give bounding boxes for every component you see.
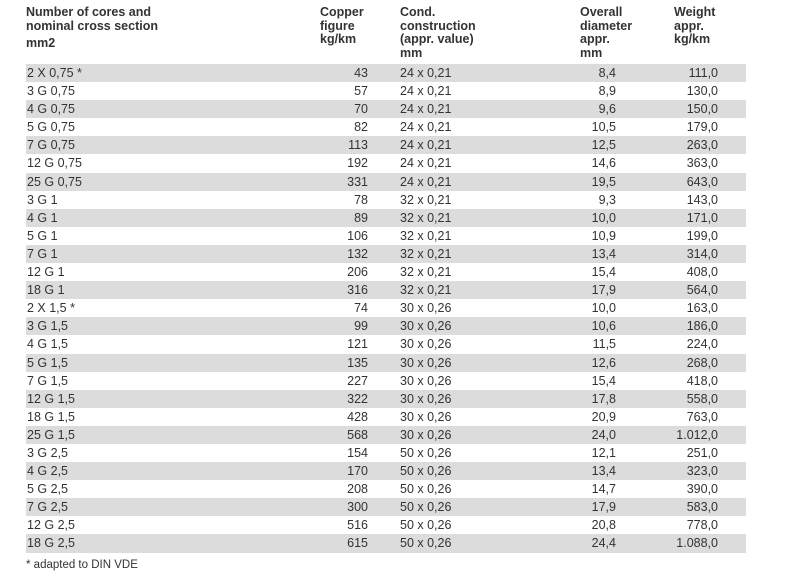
cell-cores: 18 G 1 <box>27 283 65 298</box>
header-conductor-construction <box>400 6 476 60</box>
cell-copper: 208 <box>347 482 368 497</box>
cell-construction: 30 x 0,26 <box>400 427 452 442</box>
table-body <box>26 64 746 553</box>
table-row <box>26 82 746 100</box>
cell-cores: 25 G 1,5 <box>27 427 75 442</box>
cell-diameter: 12,6 <box>591 355 616 370</box>
cell-weight: 224,0 <box>686 337 718 352</box>
cell-construction: 32 x 0,21 <box>400 283 452 298</box>
header-line: diameter <box>580 18 633 33</box>
cell-diameter: 15,4 <box>591 373 616 388</box>
cell-construction: 24 x 0,21 <box>400 138 452 153</box>
cell-cores: 18 G 1,5 <box>27 409 75 424</box>
header-line: Number of cores and <box>26 5 152 19</box>
cell-cores: 4 G 1 <box>27 210 58 225</box>
cell-weight: 163,0 <box>686 301 718 316</box>
table-row <box>26 498 746 516</box>
table-row <box>26 173 746 191</box>
cell-construction: 50 x 0,26 <box>400 482 452 497</box>
cell-copper: 121 <box>347 337 368 352</box>
cell-weight: 251,0 <box>686 445 718 460</box>
table-row <box>26 372 746 390</box>
cell-diameter: 20,8 <box>591 518 616 533</box>
cell-cores: 2 X 1,5 * <box>27 301 75 316</box>
cell-copper: 322 <box>347 391 368 406</box>
cell-construction: 24 x 0,21 <box>400 156 452 171</box>
cell-weight: 390,0 <box>686 482 718 497</box>
table-row <box>26 299 746 317</box>
cell-diameter: 10,0 <box>591 301 616 316</box>
cell-copper: 70 <box>354 102 368 117</box>
cell-cores: 12 G 2,5 <box>27 518 75 533</box>
table-row <box>26 209 746 227</box>
header-overall-diameter <box>580 6 632 60</box>
cell-copper: 227 <box>347 373 368 388</box>
cell-copper: 316 <box>347 283 368 298</box>
cell-diameter: 9,3 <box>598 192 616 207</box>
cell-weight: 323,0 <box>686 464 718 479</box>
table-row <box>26 263 746 281</box>
cell-weight: 199,0 <box>686 228 718 243</box>
header-line: appr. <box>674 18 704 33</box>
cell-copper: 192 <box>347 156 368 171</box>
cell-weight: 1.012,0 <box>676 427 718 442</box>
table-row <box>26 64 746 82</box>
cell-diameter: 17,8 <box>591 391 616 406</box>
cell-weight: 763,0 <box>686 409 718 424</box>
cell-cores: 3 G 2,5 <box>27 445 68 460</box>
cell-construction: 50 x 0,26 <box>400 445 452 460</box>
cell-construction: 30 x 0,26 <box>400 355 452 370</box>
table-row <box>26 516 746 534</box>
cell-diameter: 10,0 <box>591 210 616 225</box>
header-line: figure <box>320 18 355 33</box>
cell-cores: 12 G 1 <box>27 265 65 280</box>
cell-copper: 154 <box>347 445 368 460</box>
header-unit: kg/km <box>674 32 711 46</box>
cell-weight: 1.088,0 <box>676 536 718 551</box>
cell-weight: 363,0 <box>686 156 718 171</box>
cell-copper: 57 <box>354 84 368 99</box>
cell-weight: 408,0 <box>686 265 718 280</box>
cell-weight: 314,0 <box>686 246 718 261</box>
cell-weight: 186,0 <box>686 319 718 334</box>
cell-copper: 82 <box>354 120 368 135</box>
cell-weight: 111,0 <box>688 66 718 80</box>
table-row <box>26 534 746 552</box>
cell-cores: 7 G 1,5 <box>27 373 68 388</box>
cell-diameter: 10,5 <box>591 120 616 135</box>
table-row <box>26 354 746 372</box>
header-cores-cross-section <box>26 5 158 50</box>
cell-cores: 3 G 1 <box>27 192 58 207</box>
cell-weight: 143,0 <box>686 192 718 207</box>
cell-weight: 778,0 <box>686 518 718 533</box>
cell-copper: 300 <box>347 500 368 515</box>
cell-diameter: 24,0 <box>591 427 616 442</box>
cell-construction: 32 x 0,21 <box>400 265 452 280</box>
table-row <box>26 480 746 498</box>
header-line: Overall <box>580 5 623 19</box>
table-row <box>26 335 746 353</box>
table-row <box>26 191 746 209</box>
cell-construction: 24 x 0,21 <box>400 120 452 135</box>
cell-cores: 3 G 0,75 <box>27 84 75 99</box>
cell-diameter: 20,9 <box>591 409 616 424</box>
cell-copper: 568 <box>347 427 368 442</box>
cell-construction: 24 x 0,21 <box>400 66 452 80</box>
table-row <box>26 408 746 426</box>
cell-diameter: 14,7 <box>591 482 616 497</box>
cell-cores: 5 G 0,75 <box>27 120 75 135</box>
table-row <box>26 227 746 245</box>
cell-cores: 25 G 0,75 <box>27 174 82 189</box>
cell-copper: 170 <box>347 464 368 479</box>
cell-diameter: 15,4 <box>591 265 616 280</box>
cell-construction: 30 x 0,26 <box>400 409 452 424</box>
cell-copper: 106 <box>347 228 368 243</box>
cell-diameter: 8,9 <box>598 84 616 99</box>
header-line: nominal cross section <box>26 18 158 33</box>
cell-weight: 564,0 <box>686 283 718 298</box>
cell-copper: 78 <box>354 192 368 207</box>
table-row <box>26 426 746 444</box>
cell-cores: 12 G 0,75 <box>27 156 82 171</box>
cell-weight: 643,0 <box>686 174 718 189</box>
cell-construction: 50 x 0,26 <box>400 500 452 515</box>
table-row <box>26 444 746 462</box>
header-line: construction <box>400 18 476 33</box>
cell-weight: 263,0 <box>686 138 718 153</box>
cell-diameter: 17,9 <box>591 283 616 298</box>
cell-weight: 130,0 <box>686 84 718 99</box>
cell-diameter: 12,5 <box>591 138 616 153</box>
cell-construction: 24 x 0,21 <box>400 102 452 117</box>
cell-construction: 30 x 0,26 <box>400 319 452 334</box>
table-row <box>26 136 746 154</box>
cell-copper: 74 <box>354 301 368 316</box>
cell-construction: 24 x 0,21 <box>400 84 452 99</box>
cell-construction: 32 x 0,21 <box>400 210 452 225</box>
header-line: Cond. <box>400 5 436 19</box>
cell-weight: 268,0 <box>686 355 718 370</box>
cell-construction: 30 x 0,26 <box>400 373 452 388</box>
cell-copper: 428 <box>347 409 368 424</box>
cell-copper: 113 <box>348 138 368 153</box>
cell-construction: 30 x 0,26 <box>400 301 452 316</box>
cell-copper: 516 <box>347 518 368 533</box>
header-copper-figure <box>320 6 364 47</box>
header-unit: mm <box>580 45 603 60</box>
cell-cores: 2 X 0,75 * <box>27 66 82 80</box>
header-unit: mm2 <box>26 36 56 50</box>
cell-cores: 7 G 2,5 <box>27 500 68 515</box>
header-line: appr. <box>580 32 610 46</box>
cell-cores: 4 G 2,5 <box>27 464 68 479</box>
cell-cores: 5 G 2,5 <box>27 482 68 497</box>
header-line: Copper <box>320 5 364 19</box>
cell-construction: 50 x 0,26 <box>400 518 452 533</box>
cell-diameter: 10,6 <box>591 319 616 334</box>
footnote: * adapted to DIN VDE <box>26 559 138 571</box>
cell-diameter: 13,4 <box>591 246 616 261</box>
cell-construction: 32 x 0,21 <box>400 192 452 207</box>
cell-diameter: 11,5 <box>592 337 616 352</box>
cell-copper: 135 <box>347 355 368 370</box>
cell-cores: 7 G 1 <box>27 246 58 261</box>
cell-construction: 32 x 0,21 <box>400 246 452 261</box>
cell-cores: 7 G 0,75 <box>27 138 75 153</box>
cell-diameter: 19,5 <box>591 174 616 189</box>
header-weight <box>674 6 715 47</box>
table-row <box>26 317 746 335</box>
cell-cores: 5 G 1 <box>27 228 58 243</box>
cell-copper: 615 <box>347 536 368 551</box>
cell-cores: 12 G 1,5 <box>27 391 75 406</box>
cell-copper: 331 <box>347 174 368 189</box>
cell-weight: 583,0 <box>686 500 718 515</box>
cell-copper: 43 <box>354 66 368 80</box>
cell-construction: 30 x 0,26 <box>400 337 452 352</box>
cell-diameter: 8,4 <box>598 66 616 80</box>
cell-diameter: 17,9 <box>591 500 616 515</box>
cell-weight: 179,0 <box>686 120 718 135</box>
cell-weight: 418,0 <box>686 373 718 388</box>
cell-diameter: 9,6 <box>598 102 616 117</box>
cell-construction: 30 x 0,26 <box>400 391 452 406</box>
cell-cores: 4 G 0,75 <box>27 102 75 117</box>
cell-cores: 3 G 1,5 <box>27 319 68 334</box>
cell-weight: 150,0 <box>686 102 718 117</box>
header-line: Weight <box>674 5 716 19</box>
table-row <box>26 154 746 172</box>
cell-diameter: 13,4 <box>591 464 616 479</box>
cell-construction: 24 x 0,21 <box>400 174 452 189</box>
table-row <box>26 245 746 263</box>
header-line: (appr. value) <box>400 32 474 46</box>
cell-construction: 50 x 0,26 <box>400 464 452 479</box>
cell-construction: 32 x 0,21 <box>400 228 452 243</box>
cell-construction: 50 x 0,26 <box>400 536 452 551</box>
cell-copper: 206 <box>347 265 368 280</box>
cell-diameter: 12,1 <box>591 445 616 460</box>
cell-weight: 558,0 <box>686 391 718 406</box>
header-unit: kg/km <box>320 32 357 46</box>
cell-diameter: 10,9 <box>591 228 616 243</box>
cell-weight: 171,0 <box>686 210 718 225</box>
cell-copper: 132 <box>347 246 368 261</box>
cell-copper: 89 <box>354 210 368 225</box>
header-unit: mm <box>400 45 423 60</box>
cell-cores: 4 G 1,5 <box>27 337 68 352</box>
table-row <box>26 390 746 408</box>
cell-cores: 18 G 2,5 <box>27 536 75 551</box>
cell-copper: 99 <box>354 319 368 334</box>
table-row <box>26 100 746 118</box>
table-row <box>26 118 746 136</box>
cell-diameter: 24,4 <box>591 536 616 551</box>
table-row <box>26 462 746 480</box>
cell-cores: 5 G 1,5 <box>27 355 68 370</box>
cell-diameter: 14,6 <box>591 156 616 171</box>
table-row <box>26 281 746 299</box>
